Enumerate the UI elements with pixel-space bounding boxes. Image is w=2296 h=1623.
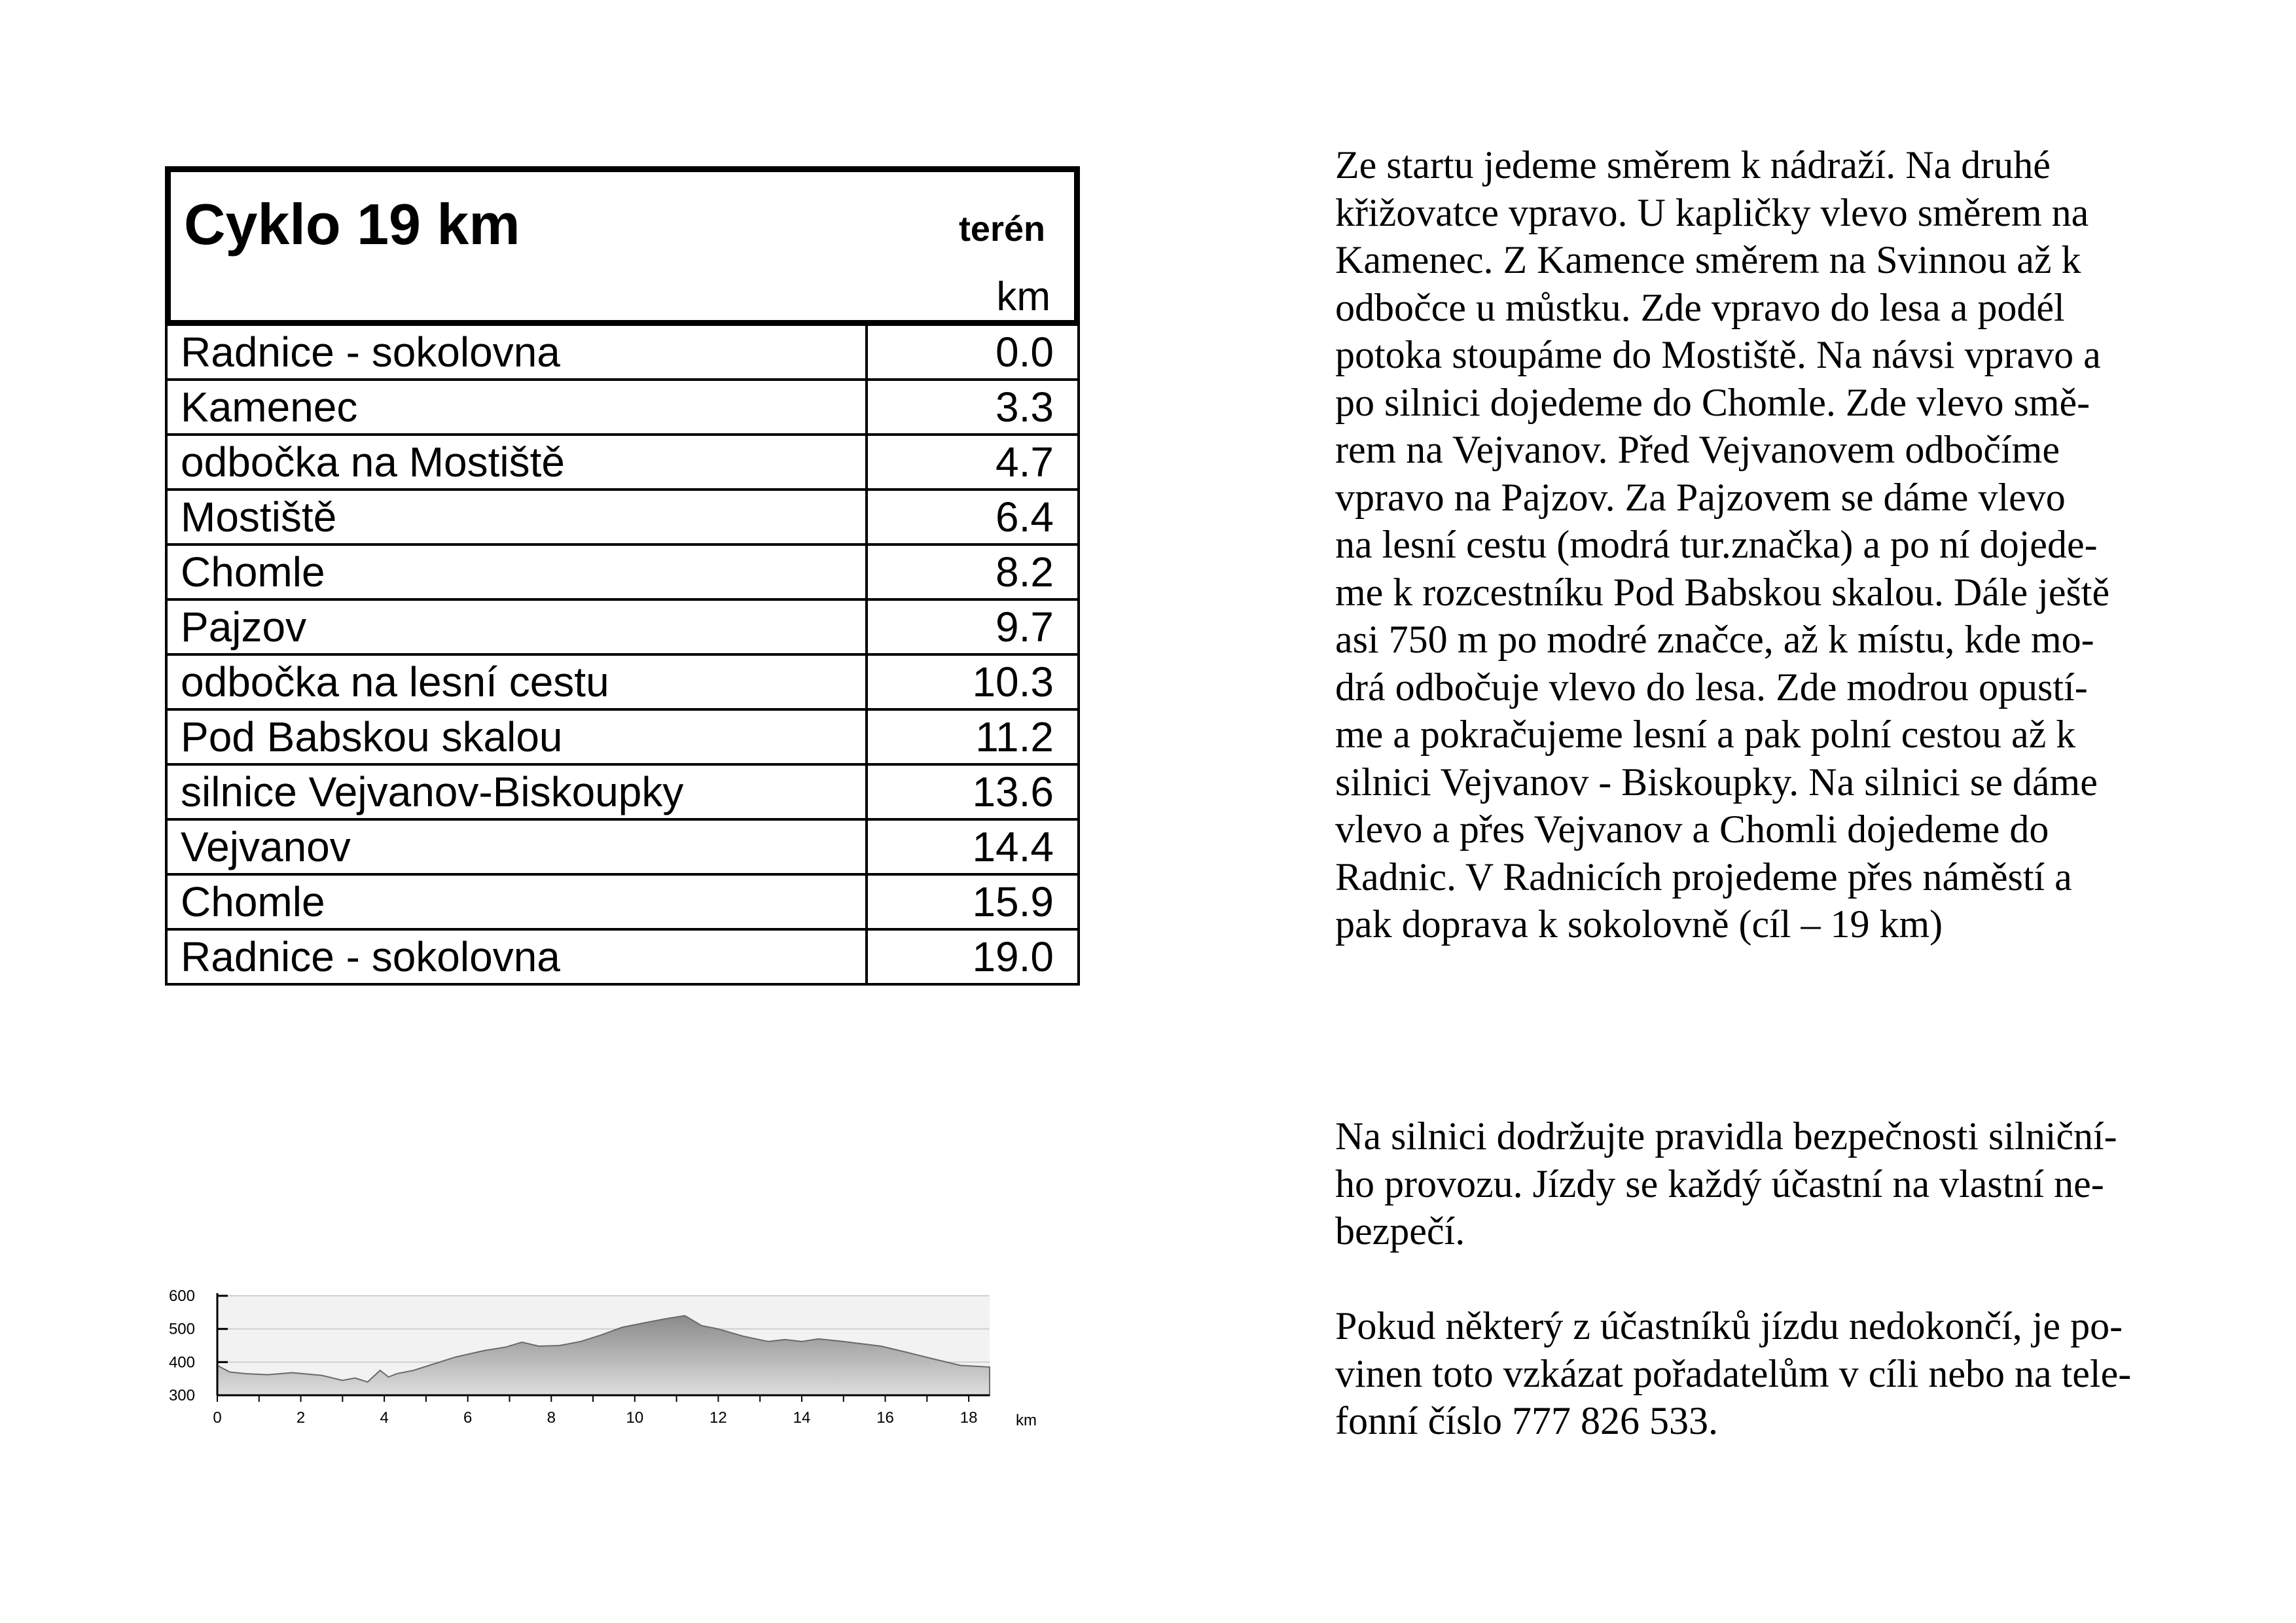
- table-row: [168, 381, 1077, 436]
- route-title: Cyklo 19 km: [184, 192, 520, 257]
- row-km: 8.2: [996, 548, 1054, 596]
- row-place: odbočka na Mostiště: [168, 436, 868, 488]
- description-line: me k rozcestníku Pod Babskou skalou. Dále ještě: [1335, 570, 2110, 614]
- description-line: křižovatce vpravo. U kapličky vlevo směrem na: [1335, 190, 2089, 234]
- route-rows: [165, 326, 1080, 986]
- description-line: pak doprava k sokolovně (cíl – 19 km): [1335, 902, 1943, 946]
- row-km: 0.0: [996, 329, 1054, 376]
- x-tick-label: 2: [296, 1409, 306, 1427]
- row-km: 3.3: [996, 383, 1054, 431]
- table-row: [168, 876, 1077, 931]
- table-row: [168, 546, 1077, 601]
- x-tick-label: 8: [547, 1409, 556, 1427]
- elevation-profile-chart: [154, 1288, 1045, 1445]
- y-tick-label: 300: [168, 1387, 195, 1404]
- dropout-notice: [1335, 1302, 2186, 1445]
- row-place: Kamenec: [168, 381, 868, 433]
- route-table: [165, 166, 1080, 986]
- description-line: po silnici dojedeme do Chomle. Zde vlevo smě-: [1335, 380, 2090, 424]
- table-row: [168, 491, 1077, 546]
- x-tick-label: 16: [876, 1409, 894, 1427]
- x-tick-label: 4: [380, 1409, 389, 1427]
- description-line: Radnic. V Radnicích projedeme přes náměstí a: [1335, 855, 2072, 899]
- safety-line: bezpečí.: [1335, 1209, 1465, 1253]
- row-place: Radnice - sokolovna: [168, 326, 868, 378]
- description-line: drá odbočuje vlevo do lesa. Zde modrou opustí-: [1335, 665, 2088, 709]
- row-place: silnice Vejvanov-Biskoupky: [168, 766, 868, 818]
- row-km: 10.3: [972, 658, 1054, 705]
- description-line: silnici Vejvanov - Biskoupky. Na silnici se dáme: [1335, 760, 2098, 804]
- description-line: Ze startu jedeme směrem k nádraží. Na druhé: [1335, 143, 2051, 187]
- table-row: [168, 931, 1077, 986]
- row-place: Chomle: [168, 546, 868, 598]
- row-km: 19.0: [972, 933, 1054, 980]
- row-place: Pod Babskou skalou: [168, 711, 868, 763]
- safety-notice: [1335, 1113, 2186, 1255]
- row-place: odbočka na lesní cestu: [168, 656, 868, 708]
- description-line: vpravo na Pajzov. Za Pajzovem se dáme vlevo: [1335, 475, 2066, 519]
- row-place: Vejvanov: [168, 821, 868, 873]
- y-tick-label: 600: [168, 1288, 195, 1305]
- x-tick-label: 14: [793, 1409, 811, 1427]
- notice-line: Pokud některý z účastníků jízdu nedokončí, je po-: [1335, 1304, 2123, 1347]
- terrain-label: terén: [958, 209, 1045, 249]
- description-line: Kamenec. Z Kamence směrem na Svinnou až k: [1335, 238, 2081, 281]
- route-table-header: [165, 166, 1080, 326]
- x-tick-label: 12: [709, 1409, 727, 1427]
- description-line: odbočce u můstku. Zde vpravo do lesa a podél: [1335, 285, 2065, 329]
- row-place: Radnice - sokolovna: [168, 931, 868, 983]
- description-line: me a pokračujeme lesní a pak polní cestou až k: [1335, 713, 2076, 756]
- description-line: asi 750 m po modré značce, až k místu, kde mo-: [1335, 618, 2094, 661]
- description-line: potoka stoupáme do Mostiště. Na návsi vpravo a: [1335, 333, 2101, 376]
- row-place: Chomle: [168, 876, 868, 928]
- row-km: 13.6: [972, 768, 1054, 815]
- table-row: [168, 656, 1077, 711]
- table-row: [168, 766, 1077, 821]
- table-row: [168, 326, 1077, 381]
- route-description: [1335, 141, 2186, 948]
- row-km: 4.7: [996, 438, 1054, 486]
- row-km: 11.2: [975, 713, 1054, 760]
- description-line: na lesní cestu (modrá tur.značka) a po ní dojede-: [1335, 523, 2098, 566]
- row-place: Pajzov: [168, 601, 868, 653]
- x-tick-label: 10: [626, 1409, 644, 1427]
- x-tick-label: 18: [960, 1409, 978, 1427]
- x-tick-label: 0: [213, 1409, 222, 1427]
- safety-line: ho provozu. Jízdy se každý účastní na vlastní ne-: [1335, 1162, 2104, 1205]
- table-row: [168, 601, 1077, 656]
- table-row: [168, 436, 1077, 491]
- row-km: 6.4: [996, 493, 1054, 541]
- y-tick-label: 500: [168, 1320, 195, 1338]
- row-km: 15.9: [972, 878, 1054, 925]
- km-column-label: km: [996, 274, 1050, 319]
- row-km: 9.7: [996, 603, 1054, 651]
- table-row: [168, 711, 1077, 766]
- description-line: vlevo a přes Vejvanov a Chomli dojedeme do: [1335, 808, 2049, 851]
- notice-line: fonní číslo 777 826 533.: [1335, 1399, 1718, 1442]
- table-row: [168, 821, 1077, 876]
- row-place: Mostiště: [168, 491, 868, 543]
- row-km: 14.4: [972, 823, 1054, 870]
- notice-line: vinen toto vzkázat pořadatelům v cíli nebo na tele-: [1335, 1351, 2132, 1395]
- safety-line: Na silnici dodržujte pravidla bezpečnosti silniční-: [1335, 1115, 2117, 1158]
- x-tick-label: 6: [463, 1409, 473, 1427]
- x-axis-label: km: [1016, 1412, 1037, 1429]
- y-tick-label: 400: [168, 1353, 195, 1372]
- description-line: rem na Vejvanov. Před Vejvanovem odbočíme: [1335, 428, 2060, 471]
